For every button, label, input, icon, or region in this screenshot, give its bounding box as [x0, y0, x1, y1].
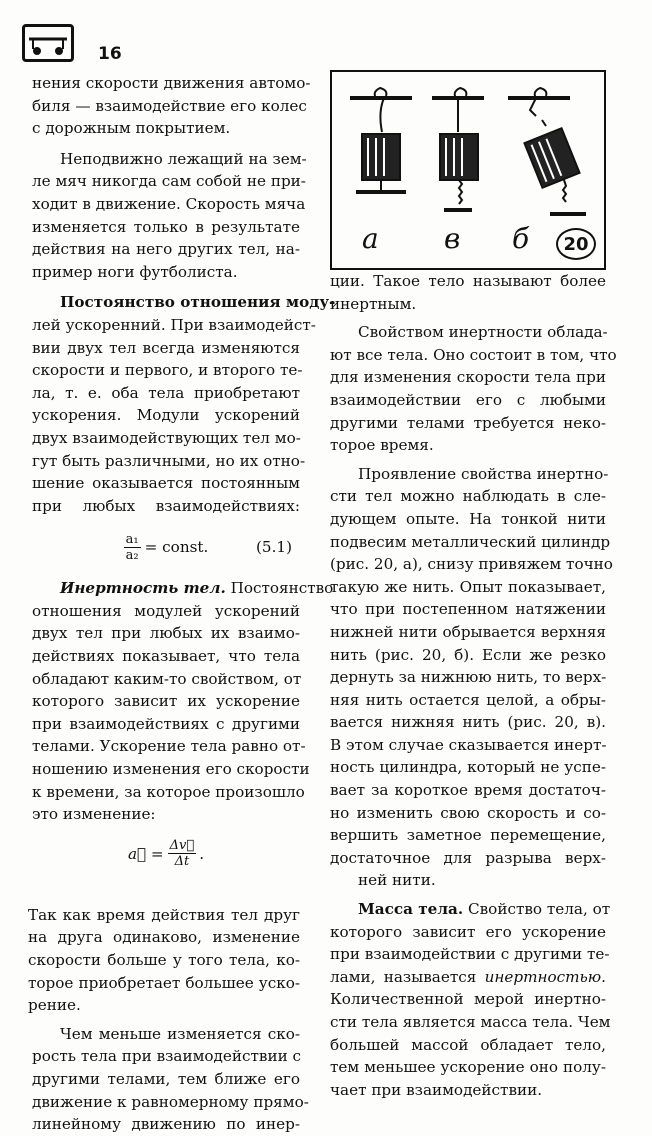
paragraph: нения скорости движения автомо- биля — взаимодействие его колес с дорожным покрытием. — [32, 74, 311, 138]
paragraph: Неподвижно лежащий на зем- ле мяч никогда сам собой не при- ходит в движение. Скорость мяча изменяется только в результате действия на него других тел, на- пример ноги футболиста. — [32, 149, 307, 281]
paragraph: Постоянство отношения моду- лей ускоренний. При взаимодейст- вии двух тел всегда изменяются скорости и первого, и второго те- ла, т. е. оба тела приобретают ускорения. Модули ускорений двух взаимодействующих тел мо- гут быть различными, но их отно- шение оказывается постоянным при любых взаимодействиях: — [32, 293, 336, 515]
section-heading: Масса тела. — [358, 900, 464, 919]
paragraph: ции. Такое тело называют более инертным. — [330, 272, 606, 313]
paragraph: Свойством инертности облада- ют все тела. Оно состоит в том, что для изменения скорости тела при взаимодействии его с любыми другими телами требуется неко- торое время. — [330, 323, 617, 455]
section-heading: Постоянство отношения моду- — [60, 293, 336, 312]
section-heading: Инертность тел. — [60, 579, 226, 598]
figure-label-a: а — [362, 222, 379, 255]
figure-label-b: б — [512, 222, 530, 255]
equation-number: (5.1) — [255, 537, 292, 556]
paragraph: Так как время действия тел друг на друга одинаково, изменение скорости больше у того тела, ко- торое приобретает большее уско- рение. — [28, 905, 300, 1015]
paragraph: Проявление свойства инертно- сти тел можно наблюдать в сле- дующем опыте. На тонкой нити подвесим металлический цилиндр (рис. 20, а), снизу привяжем точно такую же нить. Опыт показывает, что при постепенном натяжении нижней нити обрывается верхняя нить (рис. 20, б). Если же резко дернуть за нижнюю нить, то верх- няя нить остается целой, а обры- вается нижняя нить (рис. 20, в). В этом случае сказывается инерт- ность цилиндра, который не успе- вает за короткое время достаточ- но изменить свою скорость и со- вершить заметное перемещение, достаточное для разрыва верх- ней нити. — [330, 464, 613, 890]
figure-number: 20 — [556, 228, 596, 260]
right-column — [330, 270, 617, 1101]
paragraph: Чем меньше изменяется ско- рость тела при взаимодействии с другими телами, тем ближе его движение к равномерному прямо- линейному движению по инер- — [32, 1024, 309, 1134]
cart-icon — [22, 24, 74, 62]
paragraph: Масса тела. Свойство тела, от которого зависит его ускорение при взаимодействии с другими те- лами, называется инертностью. Количественной мерой инертно- сти тела является масса тела. Чем большей массой обладает тело, тем меньшее ускорение оно полу- чает при взаимодействии. — [330, 900, 611, 1099]
figure-20 — [330, 70, 606, 270]
page-number: 16 — [98, 44, 122, 64]
formula-acceleration: a⃗ = $\frac{\Delta v⃗}{\Delta t}$ . — [127, 838, 205, 870]
paragraph: Инертность тел. Постоянство отношения модулей ускорений двух тел при любых их взаимо- действиях показывает, что тела обладают каким-то свойством, от которого зависит их ускорение при взаимодействиях с другими телами. Ускорение тела равно от- ношению изменения его скорости к времени, за которое произошло это изменение: — [32, 579, 334, 824]
left-column — [28, 72, 336, 1136]
formula-5-1: $\frac{\text{a₁}}{\text{a₂}}$ = const. (5.1) — [125, 531, 292, 563]
figure-label-v: в — [444, 222, 461, 255]
